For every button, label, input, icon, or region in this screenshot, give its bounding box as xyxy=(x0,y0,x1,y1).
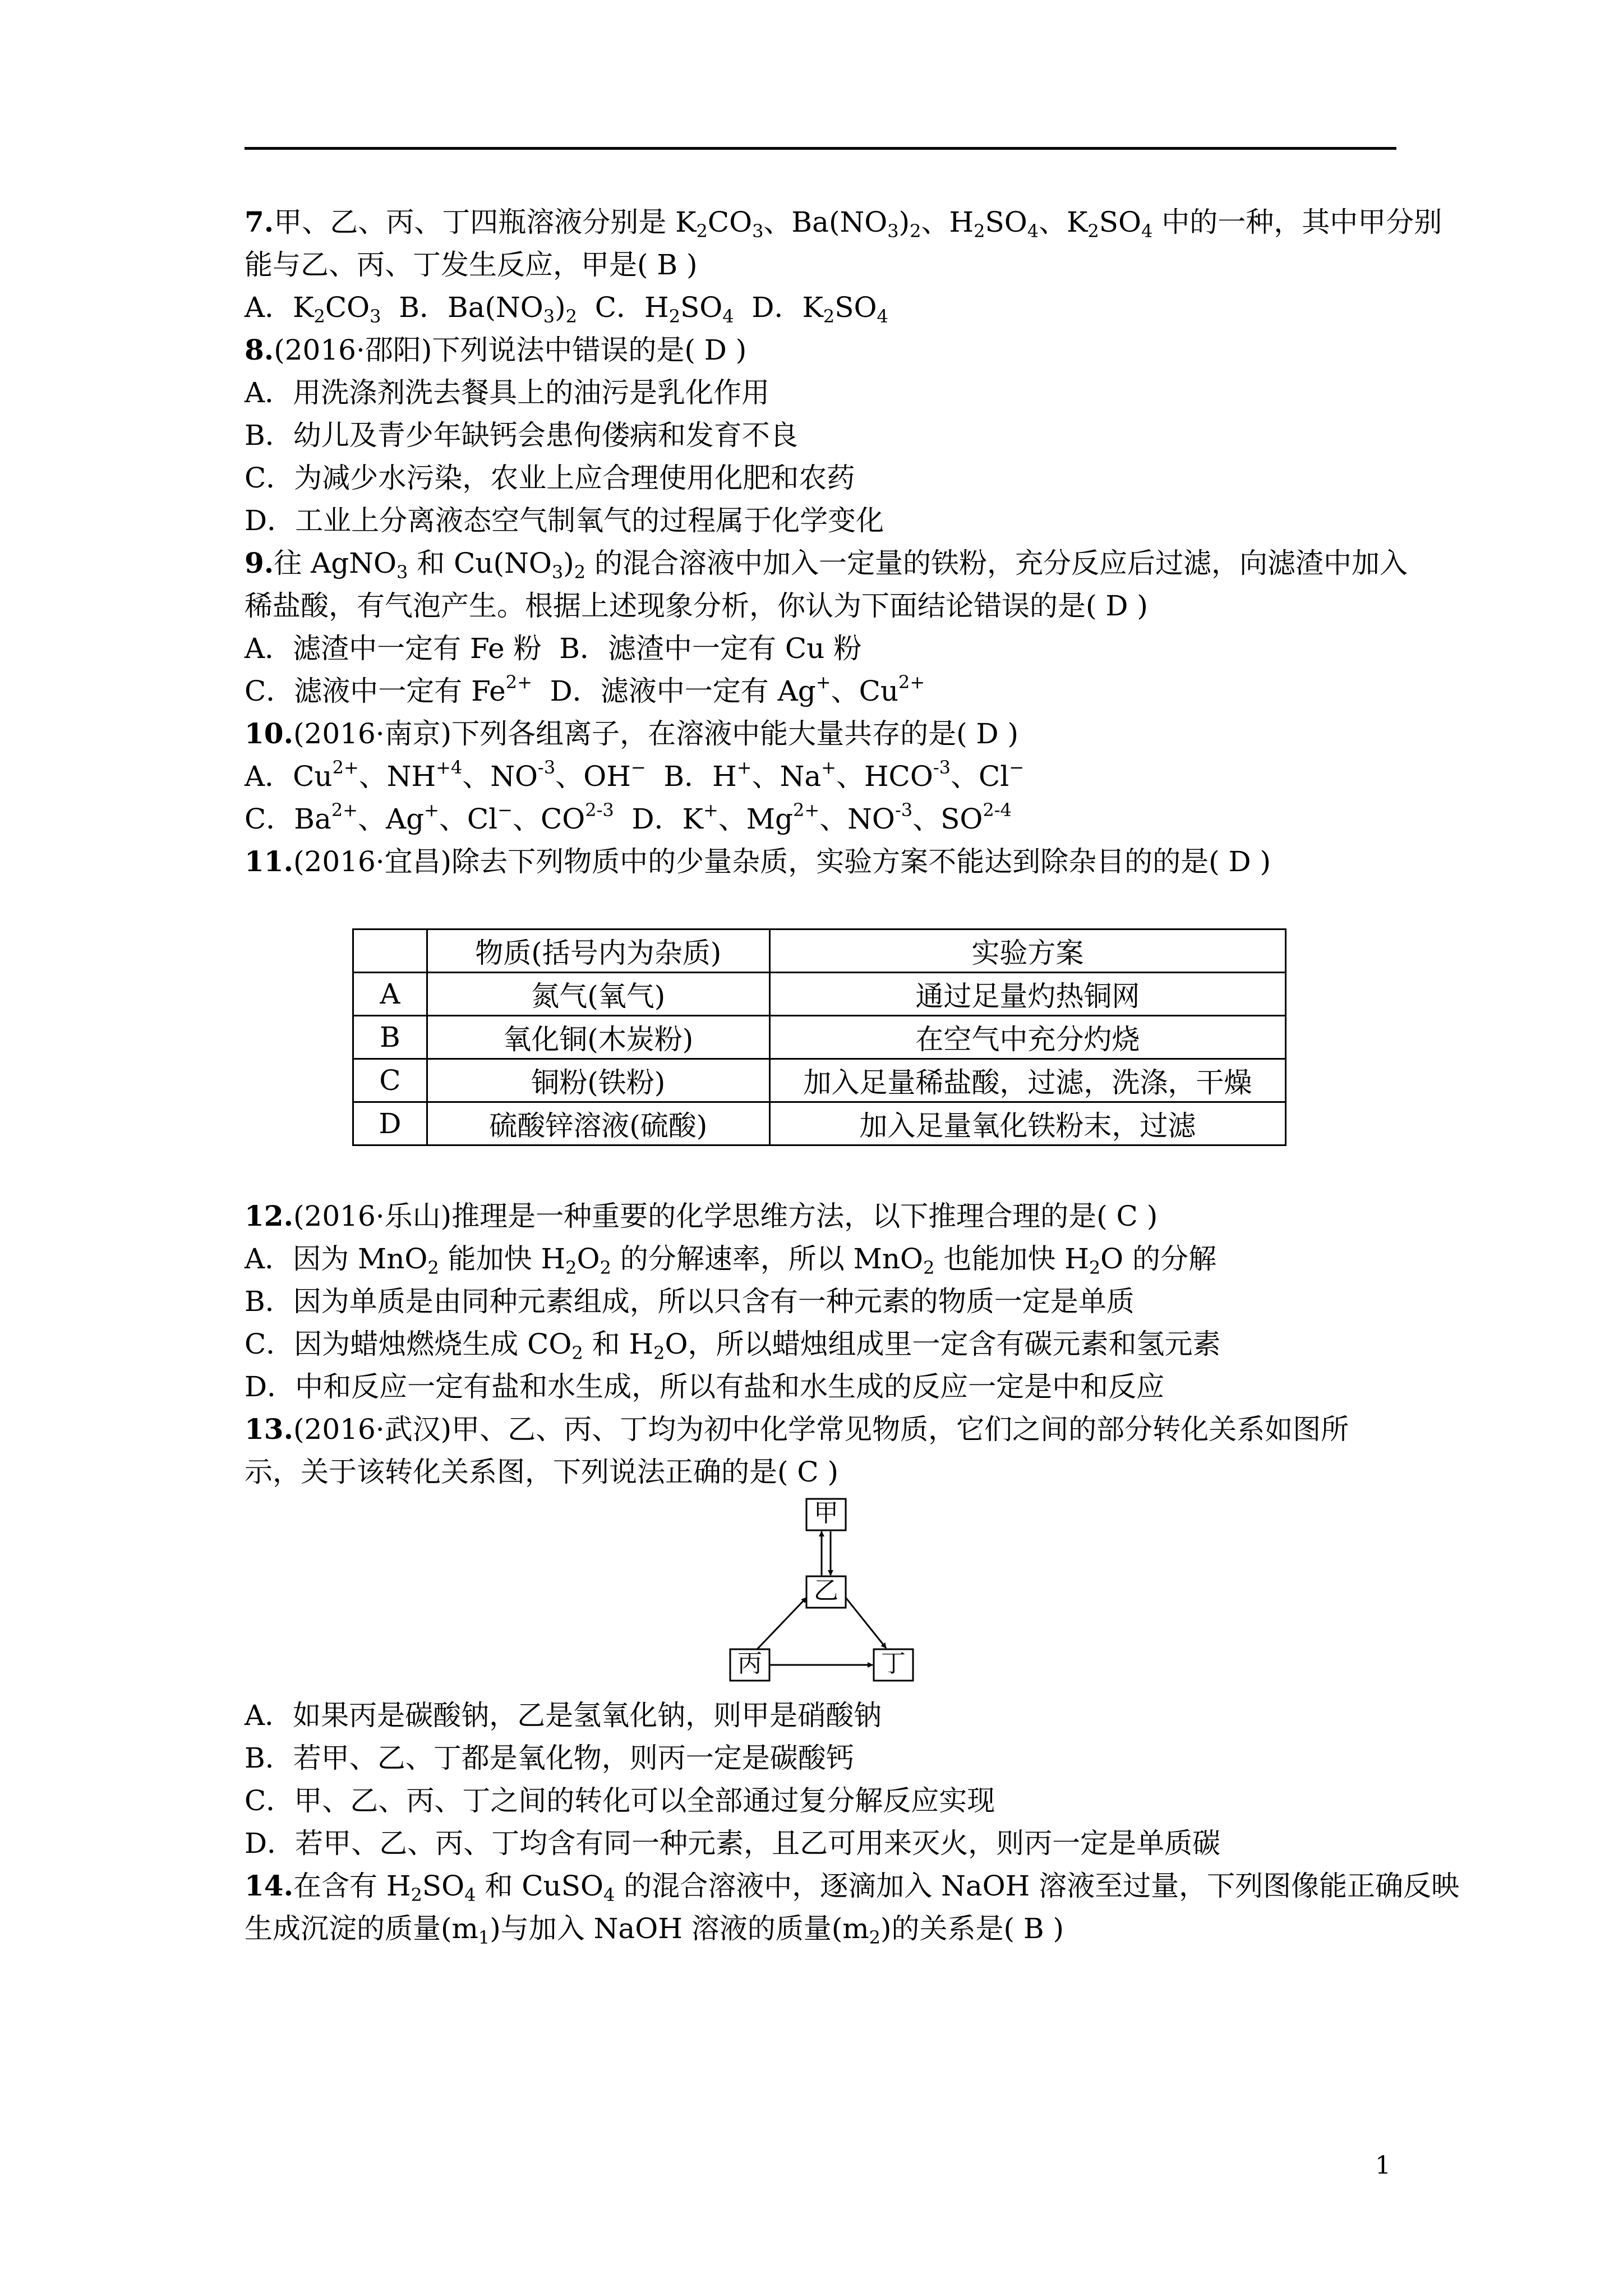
page-number: 1 xyxy=(1375,2151,1391,2180)
arrow-left-to-middle xyxy=(757,1598,806,1649)
table-cell: 通过足量灼热铜网 xyxy=(769,973,1285,1016)
table-cell: C xyxy=(353,1059,427,1102)
q7-options: A．$K_2CO_3$ B．$Ba(NO_3)_2$ C．$H_2SO_4$ D．$K_2SO_4$ xyxy=(245,291,888,327)
table-row xyxy=(353,1102,1286,1145)
q8-option-a: A．用洗涤剂洗去餐具上的油污是乳化作用 xyxy=(245,376,770,409)
table-cell: 加入足量氧化铁粉末，过滤 xyxy=(769,1102,1285,1145)
q13-line2: 示，关于该转化关系图，下列说法正确的是( C ) xyxy=(245,1456,839,1488)
q14-line1: 14.在含有 $H_2SO_4$ 和 CuSO$_4$ 的混合溶液中，逐滴加入 NaOH 溶液至过量，下列图像能正确反映 xyxy=(245,1869,1460,1906)
q7-line2: 能与乙、丙、丁发生反应，甲是( B ) xyxy=(245,249,698,281)
q7-line1: 7.甲、乙、丙、丁四瓶溶液分别是 $K_2CO_3$、$Ba(NO_3)_2$、$H_2SO_4$、$K_2SO_4$ 中的一种，其中甲分别 xyxy=(245,205,1442,242)
header-rule xyxy=(245,147,1396,150)
diagram-label-right: 丁 xyxy=(881,1649,906,1678)
q12-option-b: B．因为单质是由同种元素组成，所以只含有一种元素的物质一定是单质 xyxy=(245,1285,1135,1318)
table-row xyxy=(353,1059,1286,1102)
q10-stem: 10.(2016·南京)下列各组离子，在溶液中能大量共存的是( D ) xyxy=(245,717,1019,750)
q8-option-c: C．为减少水污染，农业上应合理使用化肥和农药 xyxy=(245,462,855,494)
q12-stem: 12.(2016·乐山)推理是一种重要的化学思维方法，以下推理合理的是( C ) xyxy=(245,1199,1158,1232)
q10-options-cd: C．$Ba^{2+}$、Ag+、Cl−、CO$^{2-3}$ D．K+、$Mg^{2+}$、$NO^{-3}$、SO$^{2-4}$ xyxy=(245,799,1012,835)
q9-options-ab: A．滤渣中一定有 Fe 粉 B．滤渣中一定有 Cu 粉 xyxy=(245,632,862,665)
q8-option-b: B．幼儿及青少年缺钙会患佝偻病和发育不良 xyxy=(245,419,798,452)
diagram-label-top: 甲 xyxy=(814,1499,838,1527)
q9-line2: 稀盐酸，有气泡产生。根据上述现象分析，你认为下面结论错误的是( D ) xyxy=(245,590,1148,622)
table-cell: 铜粉(铁粉) xyxy=(427,1059,769,1102)
table-row xyxy=(353,973,1286,1016)
q14-line2: 生成沉淀的质量$(m_1)$与加入 NaOH 溶液的质量$(m_2)$的关系是( B ) xyxy=(245,1912,1064,1948)
table-header-row xyxy=(353,930,1286,973)
q9-line1: 9.往 AgNO$_3$ 和 $Cu(NO_3)_2$ 的混合溶液中加入一定量的铁粉，充分反应后过滤，向滤渣中加入 xyxy=(245,546,1408,583)
q13-diagram xyxy=(729,1498,914,1683)
q13-line1: 13.(2016·武汉)甲、乙、丙、丁均为初中化学常见物质，它们之间的部分转化关系如图所 xyxy=(245,1412,1349,1446)
table-header-cell xyxy=(353,930,427,973)
q8-option-d: D．工业上分离液态空气制氧气的过程属于化学变化 xyxy=(245,504,884,537)
q10-options-ab: A．$Cu^{2+}$、$NH^{+4}$、$NO^{-3}$、OH− B．H+、Na+、$HCO^{-3}$、Cl− xyxy=(245,757,1025,793)
q9-options-cd: C．滤液中一定有 $Fe^{2+}$ D．滤液中一定有 Ag+、$Cu^{2+}$ xyxy=(245,671,925,707)
diagram-label-left: 丙 xyxy=(737,1649,762,1678)
table-header-cell: 物质(括号内为杂质) xyxy=(427,930,769,973)
q12-option-d: D．中和反应一定有盐和水生成，所以有盐和水生成的反应一定是中和反应 xyxy=(245,1370,1165,1403)
table-row xyxy=(353,1016,1286,1059)
q13-option-c: C．甲、乙、丙、丁之间的转化可以全部通过复分解反应实现 xyxy=(245,1784,995,1817)
q12-option-c: C．因为蜡烛燃烧生成 $CO_2$ 和 $H_2O$，所以蜡烛组成里一定含有碳元素和氢元素 xyxy=(245,1328,1221,1364)
q11-stem: 11.(2016·宜昌)除去下列物质中的少量杂质，实验方案不能达到除杂目的的是( D ) xyxy=(245,845,1271,878)
table-cell: 氮气(氧气) xyxy=(427,973,769,1016)
q13-option-b: B．若甲、乙、丁都是氧化物，则丙一定是碳酸钙 xyxy=(245,1742,854,1774)
table-cell: D xyxy=(353,1102,427,1145)
q8-stem: 8.(2016·邵阳)下列说法中错误的是( D ) xyxy=(245,333,747,366)
arrow-middle-to-right xyxy=(846,1598,886,1648)
q11-table xyxy=(352,928,1287,1146)
diagram-label-middle: 乙 xyxy=(814,1576,838,1605)
table-cell: 加入足量稀盐酸，过滤，洗涤，干燥 xyxy=(769,1059,1285,1102)
q13-option-d: D．若甲、乙、丙、丁均含有同一种元素，且乙可用来灭火，则丙一定是单质碳 xyxy=(245,1827,1221,1860)
q13-option-a: A．如果丙是碳酸钠，乙是氢氧化钠，则甲是硝酸钠 xyxy=(245,1699,882,1732)
table-cell: A xyxy=(353,973,427,1016)
table-cell: 氧化铜(木炭粉) xyxy=(427,1016,769,1059)
table-cell: 在空气中充分灼烧 xyxy=(769,1016,1285,1059)
table-cell: B xyxy=(353,1016,427,1059)
q12-option-a: A．因为 MnO$_2$ 能加快 $H_2O_2$ 的分解速率，所以 MnO$_2$ 也能加快 $H_2O$ 的分解 xyxy=(245,1243,1217,1278)
table-cell: 硫酸锌溶液(硫酸) xyxy=(427,1102,769,1145)
table-header-cell: 实验方案 xyxy=(769,930,1285,973)
